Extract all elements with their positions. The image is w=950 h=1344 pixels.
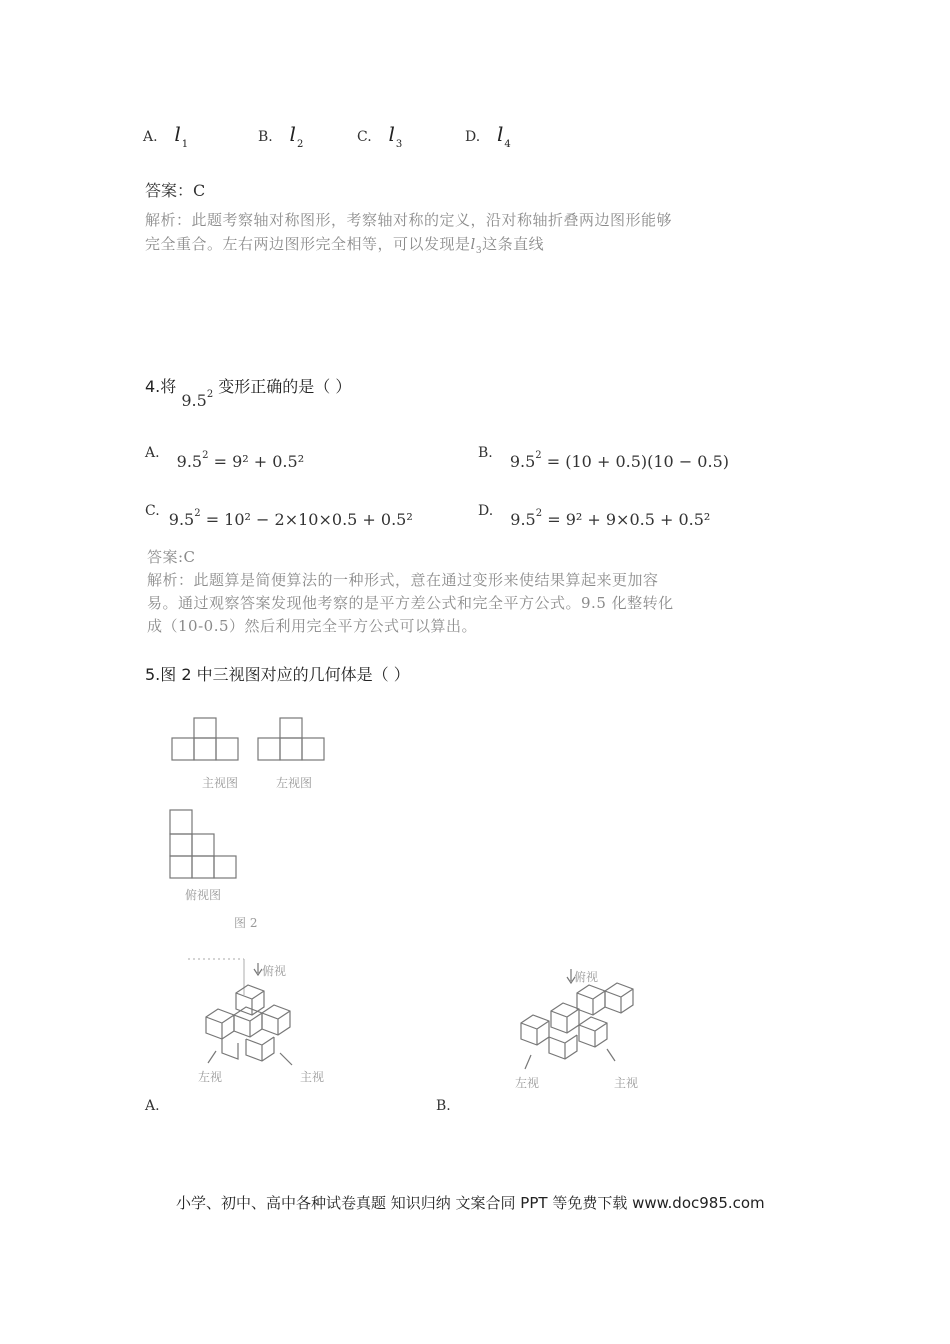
front-view-drawing [172, 718, 238, 760]
left-view-drawing [258, 718, 324, 760]
option-label: A. [145, 445, 160, 461]
q4-answer: 答案:C [147, 548, 196, 566]
option-variable: l [174, 122, 181, 146]
q3-answer: 答案：C [145, 181, 206, 200]
option-a-solid-drawing [188, 955, 328, 1085]
q3-option-d [465, 122, 511, 150]
option-formula [510, 510, 710, 529]
q4-answer-block [147, 546, 707, 638]
q3-option-b [258, 122, 303, 150]
iso-a-front-label: 主视 [300, 1070, 325, 1084]
left-view-label: 左视图 [276, 776, 313, 790]
iso-b-top-label: 俯视 [574, 970, 599, 984]
option-label: D. [478, 503, 494, 519]
option-subscript: 3 [395, 139, 403, 150]
top-view-label: 俯视图 [185, 888, 222, 902]
explanation-line: 易。通过观察答案发现他考察的是平方差公式和完全平方公式。9.5 化整转化 [147, 594, 674, 612]
option-subscript: 1 [181, 139, 189, 150]
option-label: B. [258, 129, 273, 145]
explanation-subscript: 3 [475, 246, 483, 256]
formula-exponent: 2 [202, 450, 209, 461]
explanation-line [145, 232, 715, 263]
formula-lhs: 9.5 [510, 510, 536, 529]
stem-prefix: 4.将 [145, 377, 177, 396]
explanation-line: 解析：此题考察轴对称图形，考察轴对称的定义，沿对称轴折叠两边图形能够 [145, 211, 673, 229]
iso-a-top-label: 俯视 [262, 964, 287, 978]
iso-b-front-label: 主视 [614, 1076, 639, 1090]
formula-rhs: = 10² − 2×10×0.5 + 0.5² [205, 510, 413, 529]
q4-option-a [145, 440, 305, 471]
stem-base: 9.5 [181, 391, 207, 410]
option-subscript: 2 [296, 139, 304, 150]
formula-exponent: 2 [194, 508, 201, 519]
explanation-line: 解析：此题算是简便算法的一种形式，意在通过变形来使结果算起来更加容 [147, 571, 659, 589]
option-subscript: 4 [504, 139, 511, 150]
explanation-variable: l [470, 235, 476, 253]
option-formula [177, 452, 304, 471]
top-view-drawing [170, 810, 236, 878]
option-label: C. [357, 129, 372, 145]
option-formula [510, 452, 729, 471]
q5-option-b-label: B. [436, 1098, 451, 1114]
option-label: C. [145, 503, 160, 519]
explanation-text: 完全重合。左右两边图形完全相等，可以发现是 [145, 235, 471, 253]
q5-stem: 5.图 2 中三视图对应的几何体是（ ） [145, 665, 410, 684]
q3-option-c [357, 122, 402, 150]
formula-exponent: 2 [535, 450, 542, 461]
stem-math [181, 391, 213, 410]
figure-caption: 图 2 [234, 916, 258, 930]
formula-lhs: 9.5 [168, 510, 195, 529]
formula-rhs: = (10 + 0.5)(10 − 0.5) [546, 452, 729, 471]
option-label: D. [465, 129, 481, 145]
iso-b-left-label: 左视 [515, 1076, 540, 1090]
explanation-text: 这条直线 [482, 235, 545, 253]
iso-a-left-label: 左视 [198, 1070, 223, 1084]
page-footer: 小学、初中、高中各种试卷真题 知识归纳 文案合同 PPT 等免费下载 www.doc985.com [176, 1194, 765, 1212]
option-label: A. [143, 129, 158, 145]
formula-lhs: 9.5 [509, 452, 536, 471]
option-variable: l [388, 122, 395, 146]
option-formula [169, 510, 413, 529]
q4-option-b [478, 440, 729, 471]
q5-option-a-label: A. [145, 1098, 160, 1114]
formula-exponent: 2 [535, 508, 543, 519]
formula-lhs: 9.5 [176, 452, 203, 471]
q4-stem [145, 374, 352, 410]
front-view-label: 主视图 [202, 776, 239, 790]
option-variable: l [496, 122, 504, 146]
option-label: B. [478, 445, 493, 461]
explanation-line: 成（10-0.5）然后利用完全平方公式可以算出。 [147, 617, 478, 635]
stem-exponent: 2 [206, 389, 214, 400]
three-view-figure [168, 716, 328, 911]
q3-explanation [145, 208, 715, 263]
formula-rhs: = 9² + 9×0.5 + 0.5² [547, 510, 711, 529]
option-variable: l [289, 122, 296, 146]
formula-rhs: = 9² + 0.5² [213, 452, 305, 471]
q3-option-a [143, 122, 188, 150]
stem-suffix: 变形正确的是（ ） [218, 377, 352, 396]
